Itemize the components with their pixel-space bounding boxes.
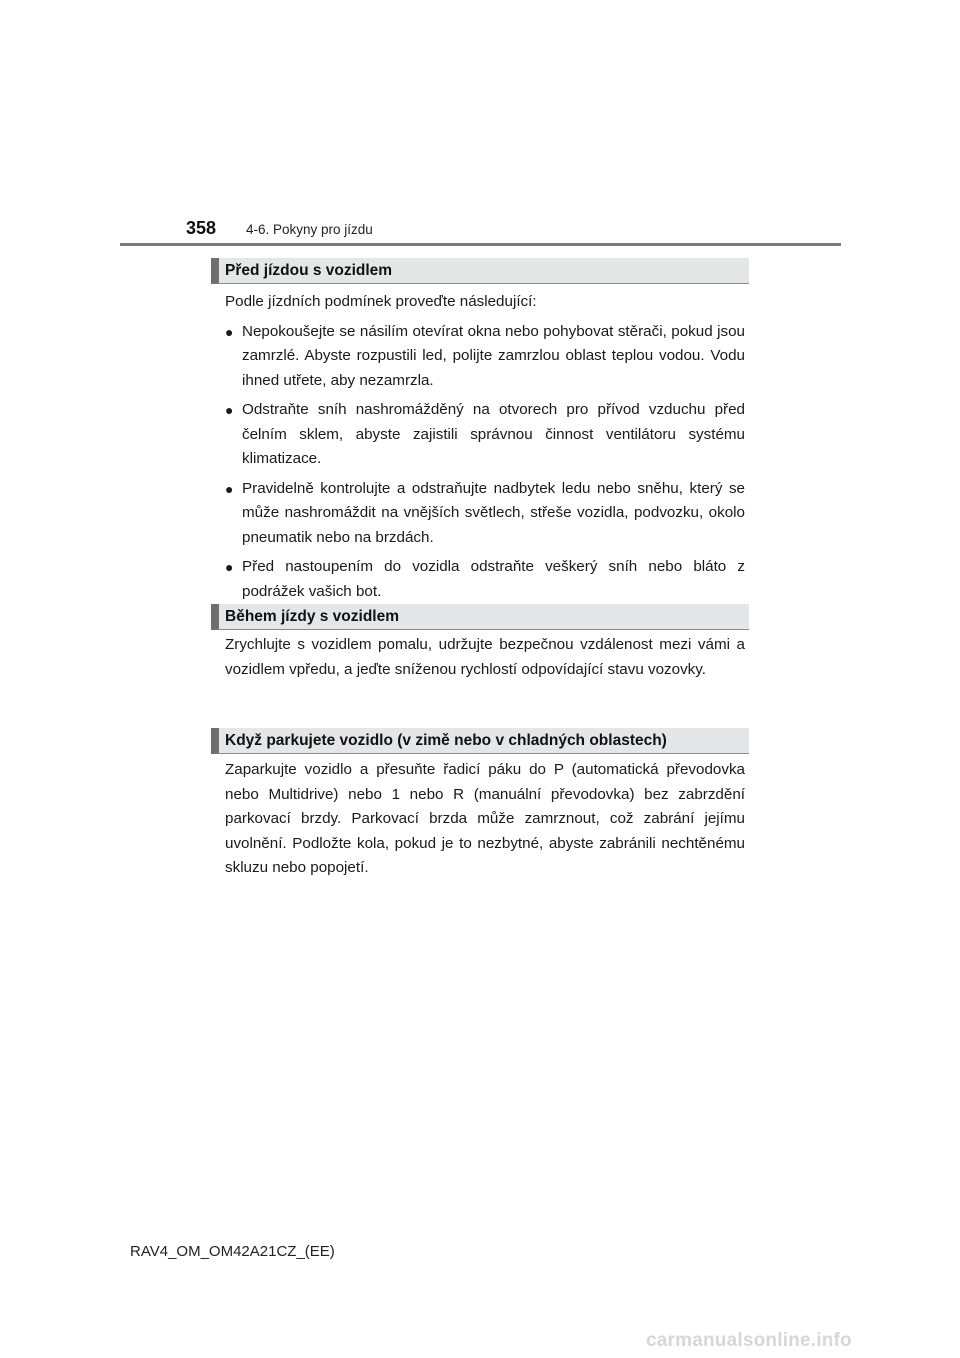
section-paragraph: Zrychlujte s vozidlem pomalu, udržujte bezpečnou vzdálenost mezi vámi a vozidlem vpředu, a jeďte sníženou rychlostí odpovídající stavu vozovky. — [225, 636, 745, 678]
section-heading-parking — [211, 728, 749, 754]
page-number: 358 — [186, 218, 217, 238]
chapter-title: 4-6. Pokyny pro jízdu — [246, 222, 373, 237]
section-body-before-driving — [225, 290, 745, 604]
bullet-item — [225, 398, 745, 472]
section-heading-text: Během jízdy s vozidlem — [225, 607, 399, 625]
section-paragraph: Zaparkujte vozidlo a přesuňte řadicí páku do P (automatická převodovka nebo Multidrive) nebo 1 nebo R (manuální převodovka) bez zabrzdění parkovací brzdy. Parkovací brzda může zamrznout, což zabrání jejímu uvolnění. Podložte kola, pokud je to nezbytné, abyste zabránili nechtěnému skluzu nebo popojetí. — [225, 761, 745, 876]
document-code: RAV4_OM_OM42A21CZ_(EE) — [130, 1243, 335, 1260]
bullet-item — [225, 555, 745, 604]
bullet-icon: ● — [225, 323, 234, 340]
bullet-icon: ● — [225, 480, 234, 497]
bullet-item — [225, 320, 745, 394]
section-heading-text: Když parkujete vozidlo (v zimě nebo v chladných oblastech) — [225, 731, 667, 749]
watermark: carmanualsonline.info — [646, 1330, 852, 1351]
section-body-while-driving — [225, 633, 745, 682]
bullet-text: Pravidelně kontrolujte a odstraňujte nadbytek ledu nebo sněhu, který se může nashromáždit na vnějších světlech, střeše vozidla, podvozku, okolo pneumatik nebo na brzdách. — [242, 479, 745, 546]
section-heading-text: Před jízdou s vozidlem — [225, 261, 393, 279]
bullet-text: Před nastoupením do vozidla odstraňte veškerý sníh nebo bláto z podrážek vašich bot. — [242, 558, 745, 600]
section-heading-while-driving — [211, 604, 749, 630]
section-heading-before-driving — [211, 258, 749, 284]
bullet-text: Odstraňte sníh nashromážděný na otvorech pro přívod vzduchu před čelním sklem, abyste zajistili správnou činnost ventilátoru systému klimatizace. — [242, 401, 745, 467]
bullet-text: Nepokoušejte se násilím otevírat okna nebo pohybovat stěrači, pokud jsou zamrzlé. Abyste rozpustili led, polijte zamrzlou oblast teplou vodou. Vodu ihned utřete, aby nezamrzla. — [242, 322, 745, 389]
bullet-icon: ● — [225, 559, 234, 575]
section-body-parking — [225, 758, 745, 881]
bullet-item — [225, 477, 745, 551]
section-intro: Podle jízdních podmínek proveďte následující: — [225, 293, 537, 310]
bullet-icon: ● — [225, 402, 234, 418]
header-divider — [120, 243, 841, 246]
